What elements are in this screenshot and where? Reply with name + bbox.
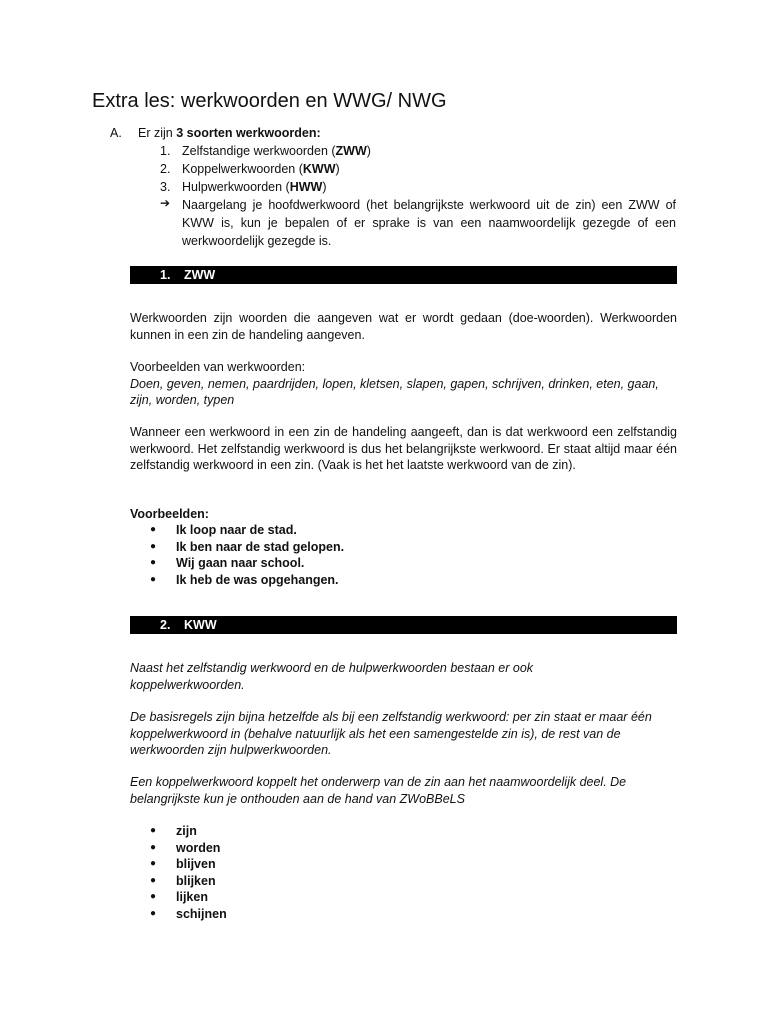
bullet-icon: ● [150, 841, 157, 853]
zww-intro: Werkwoorden zijn woorden die aangeven wat er wordt gedaan (doe-woorden). Werkwoorden kunnen in een zin de handeling aangeven. [130, 311, 677, 342]
kww-p2: De basisregels zijn bijna hetzelfde als bij een zelfstandig werkwoord: per zin staat er maar één koppelwerkwoord in (behalve natuurlijk als het een samengestelde zin is), de rest van de werkwoorden zijn hulpwerkwoorden. [130, 710, 652, 757]
page-title: Extra les: werkwoorden en WWG/ NWG [92, 90, 447, 112]
section-a [110, 124, 680, 250]
arrow-right-icon: ➔ [160, 196, 171, 210]
bullet-icon: ● [150, 557, 157, 568]
list-item: ● worden [150, 840, 221, 855]
list-item: ● zijn [150, 824, 197, 838]
bullet-icon: ● [150, 524, 157, 535]
list-item: ● blijken [150, 873, 216, 888]
list-item: ● Wij gaan naar school. [150, 556, 305, 570]
list-item: 3. Hulpwerkwoorden (HWW) [160, 180, 327, 194]
list-item: ● blijven [150, 857, 216, 871]
kww-p3: Een koppelwerkwoord koppelt het onderwerp van de zin aan het naamwoordelijk deel. De belangrijkste kun je onthouden aan de hand van ZWoBBeLS [130, 775, 627, 806]
zww-examples [130, 359, 677, 409]
bullet-icon: ● [150, 891, 157, 902]
bullet-icon: ● [150, 874, 157, 886]
zww-bullet-list [150, 522, 344, 588]
section-a-marker: A. [110, 126, 122, 140]
list-item: ● Ik loop naar de stad. [150, 523, 297, 537]
section-a-lead-text: Er zijn 3 soorten werkwoorden: [138, 126, 321, 140]
list-item: ● lijken [150, 890, 208, 904]
list-item: 1. Zelfstandige werkwoorden (ZWW) [160, 144, 371, 158]
zww-examples-heading: Voorbeelden van werkwoorden: [130, 360, 306, 374]
list-item: ● schijnen [150, 906, 227, 921]
bullet-icon: ● [150, 858, 157, 869]
bullet-icon: ● [150, 540, 157, 552]
section-a-note-text: Naargelang je hoofdwerkwoord (het belangrijkste werkwoord uit de zin) een ZWW of KWW is, kun je bepalen of er sprake is van een naamwoordelijk gezegde of een werkwoordelijk gezegde is. [182, 198, 676, 248]
section-heading-kww: 2. KWW [130, 616, 677, 634]
section-heading-zww: 1. ZWW [130, 266, 677, 284]
bullet-icon: ● [150, 825, 157, 836]
section-a-note [160, 196, 680, 250]
zww-examples-list: Doen, geven, nemen, paardrijden, lopen, kletsen, slapen, gapen, schrijven, drinken, eten, gaan, zijn, worden, typen [130, 376, 659, 407]
bullet-icon: ● [150, 907, 157, 919]
list-item: 2. Koppelwerkwoorden (KWW) [160, 162, 340, 176]
zww-voorbeelden-heading: Voorbeelden: [130, 507, 209, 521]
list-item: ● Ik ben naar de stad gelopen. [150, 539, 345, 554]
zww-explanation: Wanneer een werkwoord in een zin de handeling aangeeft, dan is dat werkwoord een zelfstandig werkwoord. Het zelfstandig werkwoord is dus het belangrijkste werkwoord. Er staat altijd maar één zelfstandig werkwoord in een zin. (Vaak is het het laatste werkwoord van de zin). [130, 425, 677, 472]
list-item: ● Ik heb de was opgehangen. [150, 572, 339, 587]
kww-bullet-list [150, 823, 227, 922]
bullet-icon: ● [150, 573, 157, 585]
kww-p1: Naast het zelfstandig werkwoord en de hulpwerkwoorden bestaan er ook koppelwerkwoorden. [130, 661, 534, 692]
section-a-lead [110, 124, 680, 142]
